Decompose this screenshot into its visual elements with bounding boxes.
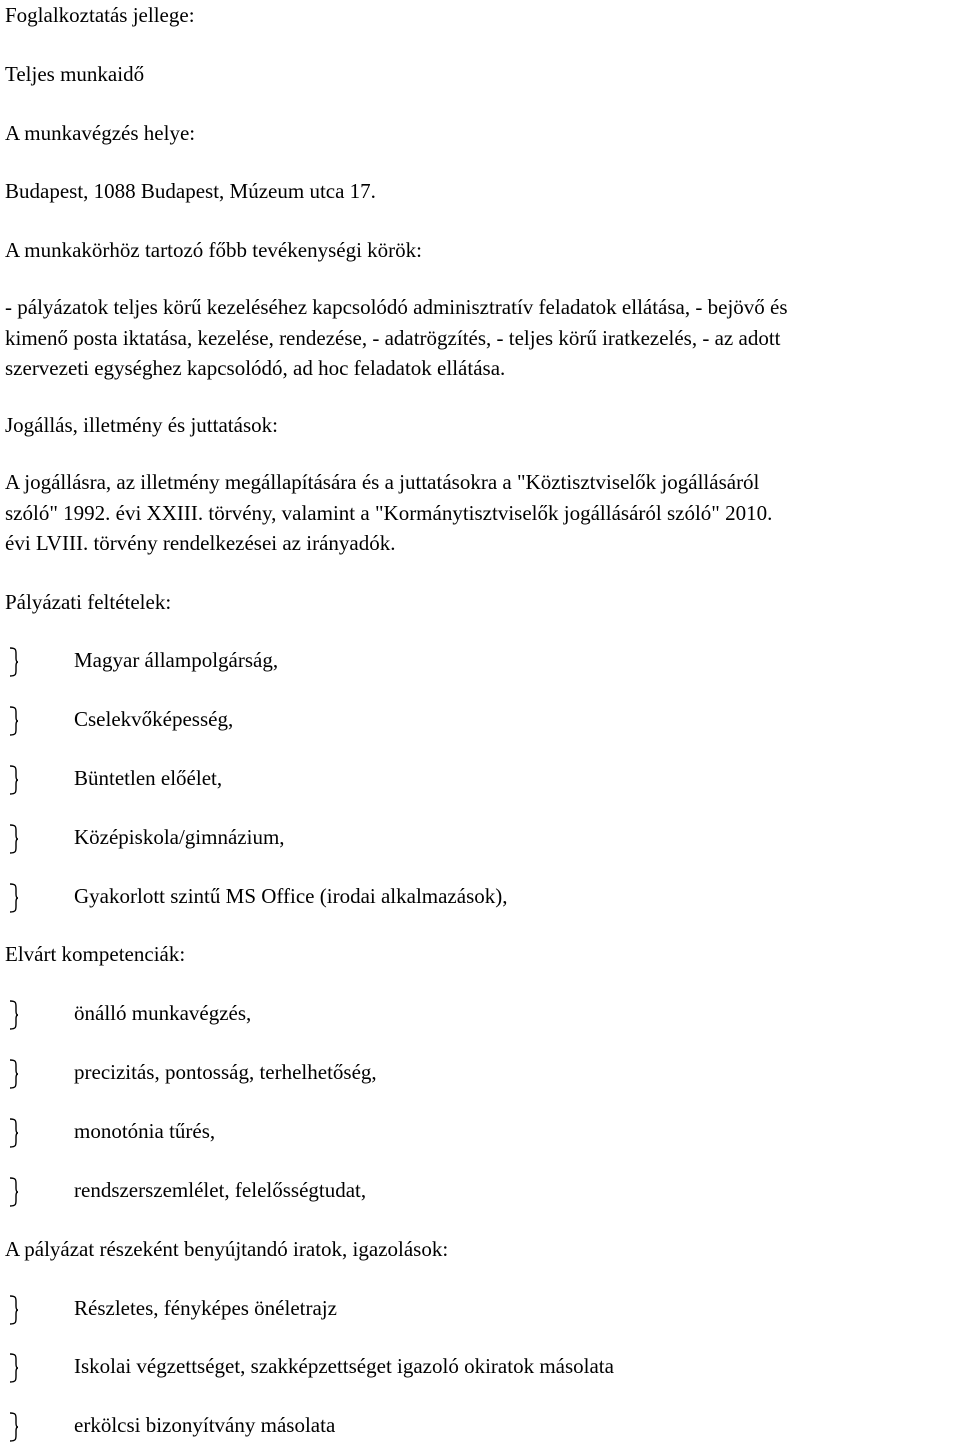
duties-line: szervezeti egységhez kapcsolódó, ad hoc feladatok ellátása.: [5, 356, 506, 380]
competencies-label: Elvárt kompetenciák:: [5, 942, 186, 966]
document-item: [5, 1413, 955, 1443]
brace-bullet-icon: [7, 1412, 19, 1442]
document-text: Részletes, fényképes önéletrajz: [74, 1296, 337, 1320]
brace-bullet-icon: [7, 1353, 19, 1383]
document-item: [5, 1296, 955, 1326]
duties-label: A munkakörhöz tartozó főbb tevékenységi körök:: [5, 238, 422, 262]
employment-type-value: Teljes munkaidő: [5, 62, 145, 86]
competency-text: precizitás, pontosság, terhelhetőség,: [74, 1060, 377, 1084]
condition-text: Középiskola/gimnázium,: [74, 825, 285, 849]
competency-item: [5, 1119, 955, 1149]
brace-bullet-icon: [7, 883, 19, 913]
document-item: [5, 1354, 955, 1384]
brace-bullet-icon: [7, 824, 19, 854]
brace-bullet-icon: [7, 1177, 19, 1207]
brace-bullet-icon: [7, 647, 19, 677]
condition-text: Cselekvőképesség,: [74, 707, 234, 731]
duties-line: kimenő posta iktatása, kezelése, rendezése, - adatrögzítés, - teljes körű iratkezelés, - az adott: [5, 325, 781, 350]
condition-item: [5, 648, 955, 678]
brace-bullet-icon: [7, 1000, 19, 1030]
employment-type-label: Foglalkoztatás jellege:: [5, 3, 195, 27]
competency-text: rendszerszemlélet, felelősségtudat,: [74, 1178, 367, 1202]
condition-text: Magyar állampolgárság,: [74, 648, 279, 672]
duties-line: - pályázatok teljes körű kezeléséhez kapcsolódó adminisztratív feladatok ellátása, - bejövő és: [5, 295, 788, 319]
workplace-label: A munkavégzés helye:: [5, 121, 196, 145]
condition-item: [5, 707, 955, 737]
competency-item: [5, 1178, 955, 1208]
condition-item: [5, 766, 955, 796]
legal-status-paragraph: [5, 467, 955, 559]
legal-status-line: szóló" 1992. évi XXIII. törvény, valamint a "Kormánytisztviselők jogállásáról szóló" 2010.: [5, 500, 773, 525]
condition-text: Büntetlen előélet,: [74, 766, 223, 790]
duties-paragraph: [5, 292, 955, 384]
brace-bullet-icon: [7, 1118, 19, 1148]
brace-bullet-icon: [7, 765, 19, 795]
document-text: Iskolai végzettséget, szakképzettséget igazoló okiratok másolata: [74, 1354, 614, 1378]
legal-status-line: évi LVIII. törvény rendelkezései az irányadók.: [5, 531, 396, 555]
brace-bullet-icon: [7, 1295, 19, 1325]
workplace-value: Budapest, 1088 Budapest, Múzeum utca 17.: [5, 179, 376, 203]
condition-text: Gyakorlott szintű MS Office (irodai alkalmazások),: [74, 884, 508, 908]
brace-bullet-icon: [7, 706, 19, 736]
conditions-label: Pályázati feltételek:: [5, 590, 172, 614]
documents-label: A pályázat részeként benyújtandó iratok, igazolások:: [5, 1237, 449, 1261]
document-text: erkölcsi bizonyítvány másolata: [74, 1413, 336, 1437]
competency-text: monotónia tűrés,: [74, 1119, 216, 1143]
competency-item: [5, 1060, 955, 1090]
competency-item: [5, 1001, 955, 1031]
legal-status-label: Jogállás, illetmény és juttatások:: [5, 413, 278, 437]
condition-item: [5, 884, 955, 914]
competency-text: önálló munkavégzés,: [74, 1001, 252, 1025]
legal-status-line: A jogállásra, az illetmény megállapítására és a juttatásokra a "Köztisztviselők jogállásáról: [5, 470, 760, 494]
condition-item: [5, 825, 955, 855]
brace-bullet-icon: [7, 1059, 19, 1089]
